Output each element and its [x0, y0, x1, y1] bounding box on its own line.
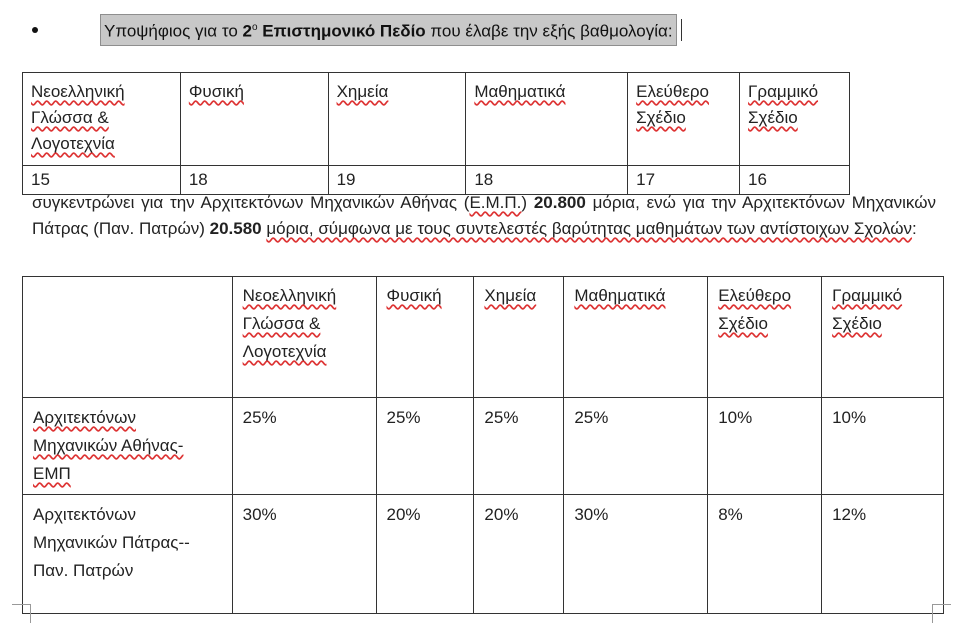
- grades-header-cell: Νεοελληνική Γλώσσα & Λογοτεχνία: [23, 73, 181, 166]
- heading-field-name: Επιστημονικό Πεδίο: [257, 21, 426, 41]
- grade-value-cell: 18: [180, 166, 328, 195]
- heading-colon: :: [667, 21, 673, 41]
- heading-suffix: που έλαβε την εξής βαθμολογία: [425, 21, 668, 41]
- grades-header-row: [23, 73, 850, 166]
- weights-header-cell: Χημεία: [474, 277, 564, 398]
- weights-header-cell: [23, 277, 233, 398]
- grades-header-cell: Μαθηματικά: [466, 73, 628, 166]
- weights-header-cell: Γραμμικό Σχέδιο: [822, 277, 944, 398]
- weights-header-cell: Νεοελληνική Γλώσσα & Λογοτεχνία: [232, 277, 376, 398]
- bullet-icon: [32, 27, 38, 33]
- grades-header-cell: Γραμμικό Σχέδιο: [740, 73, 850, 166]
- heading-prefix: Υποψήφιος για το: [104, 21, 243, 41]
- grade-value-cell: 16: [740, 166, 850, 195]
- paragraph-text: μόρια, ενώ για την Αρχιτεκτόνων Μηχανικών Πάτρας (Παν. Πατρών): [32, 193, 936, 238]
- heading-superscript: ο: [251, 22, 258, 34]
- weight-cell: 10%: [708, 398, 822, 495]
- paragraph-abbrev: Ε.Μ.Π.: [469, 193, 522, 212]
- weights-header-cell: Μαθηματικά: [564, 277, 708, 398]
- paragraph-points-athens: 20.800: [533, 193, 586, 212]
- weights-header-row: [23, 277, 944, 398]
- weights-header-cell: Ελεύθερο Σχέδιο: [708, 277, 822, 398]
- body-paragraph: [32, 190, 936, 242]
- weight-cell: 30%: [232, 495, 376, 614]
- weight-cell: 20%: [376, 495, 474, 614]
- school-name-cell: Αρχιτεκτόνων Μηχανικών Πάτρας--Παν. Πατρών: [23, 495, 233, 614]
- text-cursor: [681, 19, 682, 41]
- weight-cell: 12%: [822, 495, 944, 614]
- grades-header-cell: Φυσική: [180, 73, 328, 166]
- paragraph-text: :: [912, 219, 917, 238]
- grade-value-cell: 15: [23, 166, 181, 195]
- bullet-line: [32, 14, 682, 46]
- grade-value-cell: 19: [328, 166, 466, 195]
- weight-cell: 8%: [708, 495, 822, 614]
- paragraph-text: συγκεντρώνει για την Αρχιτεκτόνων Μηχανικών Αθήνας (: [32, 193, 470, 212]
- weight-cell: 25%: [474, 398, 564, 495]
- page-corner-mark-left: [12, 604, 31, 623]
- weights-row-athens: [23, 398, 944, 495]
- page-corner-mark-right: [932, 604, 951, 623]
- weight-cell: 25%: [232, 398, 376, 495]
- weight-cell: 25%: [376, 398, 474, 495]
- weight-cell: 25%: [564, 398, 708, 495]
- paragraph-squiggly-text: μόρια, σύμφωνα με τους συντελεστές βαρύτητας μαθημάτων των αντίστοιχων Σχολών: [266, 219, 913, 238]
- grades-header-cell: Ελεύθερο Σχέδιο: [628, 73, 740, 166]
- school-name-cell: Αρχιτεκτόνων Μηχανικών Αθήνας- ΕΜΠ: [23, 398, 233, 495]
- grade-value-cell: 17: [628, 166, 740, 195]
- weight-cell: 20%: [474, 495, 564, 614]
- heading-field-number: 2: [242, 21, 252, 41]
- paragraph-text: ): [521, 193, 534, 212]
- weights-row-patras: [23, 495, 944, 614]
- selected-heading-text[interactable]: [100, 14, 677, 46]
- weights-header-cell: Φυσική: [376, 277, 474, 398]
- grades-table: [22, 72, 850, 195]
- weight-cell: 10%: [822, 398, 944, 495]
- grades-header-cell: Χημεία: [328, 73, 466, 166]
- weights-table: [22, 276, 944, 614]
- grade-value-cell: 18: [466, 166, 628, 195]
- weight-cell: 30%: [564, 495, 708, 614]
- paragraph-points-patras: 20.580: [209, 219, 262, 238]
